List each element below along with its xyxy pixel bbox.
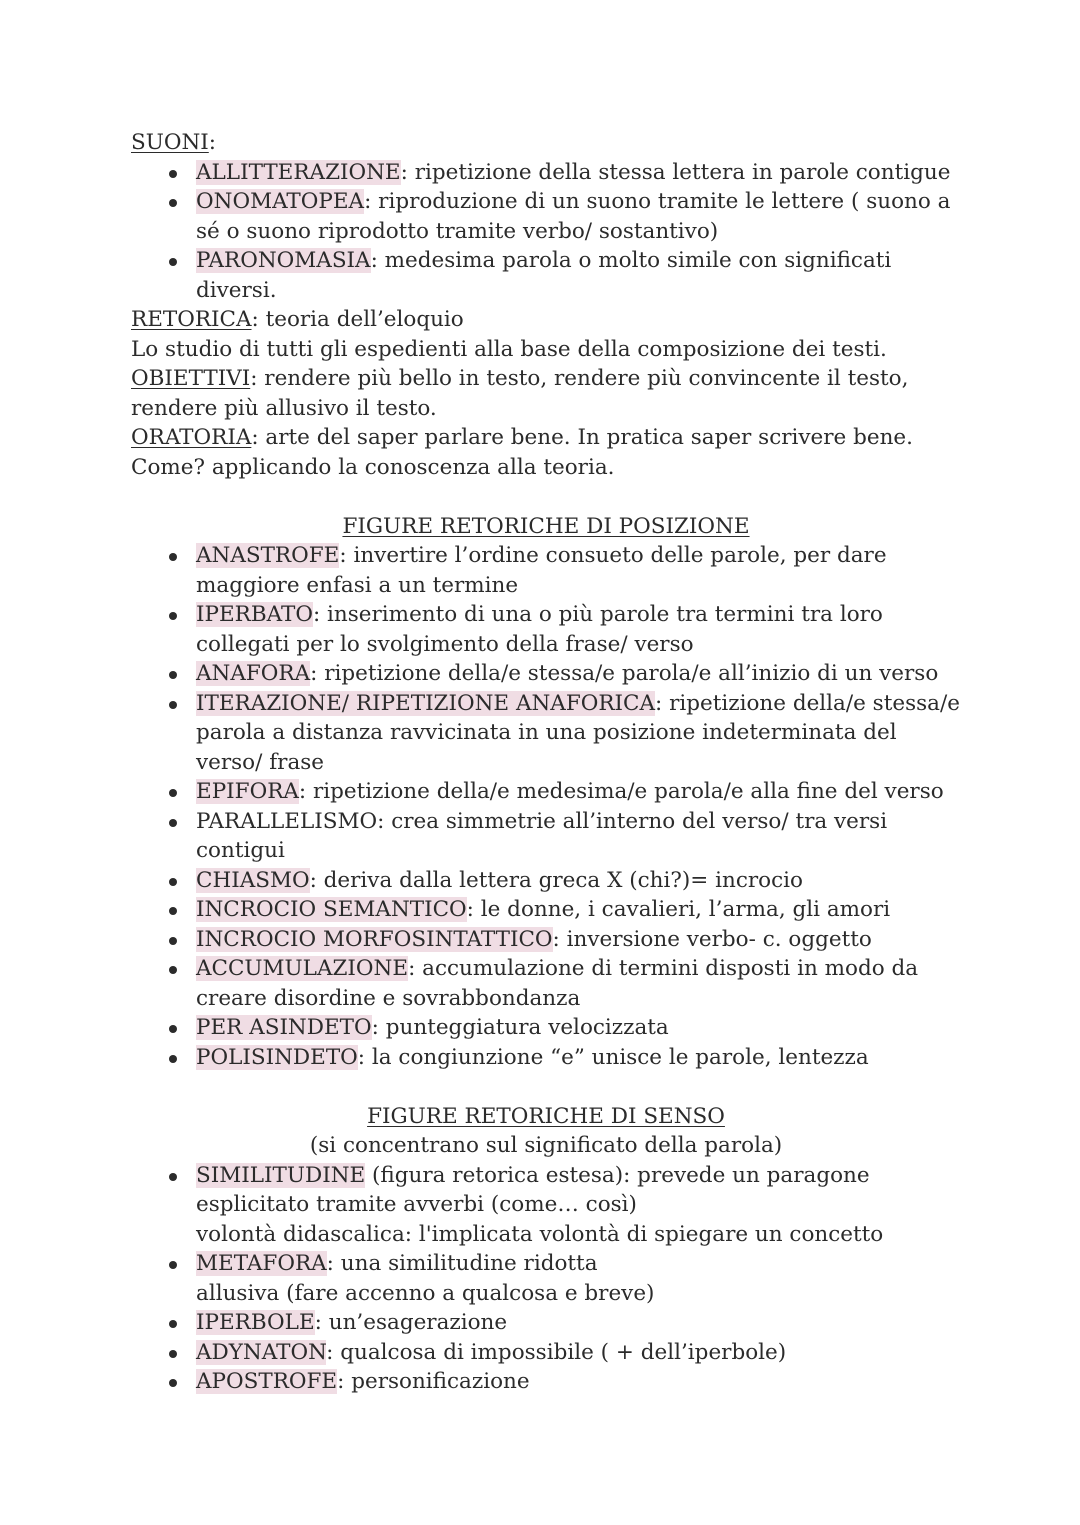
senso-subheading: (si concentrano sul significato della parola)	[309, 1133, 783, 1158]
posizione-list	[131, 541, 961, 1072]
list-item: ANAFORA: ripetizione della/e stessa/e parola/e all’inizio di un verso	[131, 659, 961, 689]
document-page	[131, 128, 961, 1397]
list-item: PARALLELISMO: crea simmetrie all’interno del verso/ tra versi contigui	[131, 807, 961, 866]
oratoria-definition: ORATORIA: arte del saper parlare bene. In pratica saper scrivere bene.	[131, 425, 913, 450]
list-item: ALLITTERAZIONE: ripetizione della stessa lettera in parole contigue	[131, 158, 961, 188]
list-item: INCROCIO SEMANTICO: le donne, i cavalieri, l’arma, gli amori	[131, 895, 961, 925]
spacer	[131, 482, 961, 512]
list-item: ANASTROFE: invertire l’ordine consueto delle parole, per dare maggiore enfasi a un termine	[131, 541, 961, 600]
list-item: CHIASMO: deriva dalla lettera greca X (chi?)= incrocio	[131, 866, 961, 896]
suoni-list	[131, 158, 961, 306]
list-item: IPERBATO: inserimento di una o più parole tra termini tra loro collegati per lo svolgimento della frase/ verso	[131, 600, 961, 659]
list-item: ACCUMULAZIONE: accumulazione di termini disposti in modo da creare disordine e sovrabbondanza	[131, 954, 961, 1013]
bullet-icon	[169, 170, 177, 178]
list-item: ITERAZIONE/ RIPETIZIONE ANAFORICA: ripetizione della/e stessa/e parola a distanza ravvicinata in una posizione indeterminata del verso/ frase	[131, 689, 961, 778]
bullet-icon	[169, 878, 177, 886]
retorica-definition: RETORICA: teoria dell’eloquio	[131, 307, 464, 332]
bullet-icon	[169, 1261, 177, 1269]
oratoria-description: Come? applicando la conoscenza alla teoria.	[131, 454, 615, 480]
list-item: APOSTROFE: personificazione	[131, 1367, 961, 1397]
bullet-icon	[169, 1173, 177, 1181]
list-item: PARONOMASIA: medesima parola o molto simile con significati diversi.	[131, 246, 961, 305]
bullet-icon	[169, 1320, 177, 1328]
bullet-icon	[169, 819, 177, 827]
bullet-icon	[169, 199, 177, 207]
list-item: SIMILITUDINE (figura retorica estesa): prevede un paragone esplicitato tramite avverbi (come… così) volontà didascalica: l'implicata volontà di spiegare un concetto	[131, 1161, 961, 1250]
suoni-heading: SUONI:	[131, 130, 217, 155]
list-item: PER ASINDETO: punteggiatura velocizzata	[131, 1013, 961, 1043]
bullet-icon	[169, 1350, 177, 1358]
list-item: IPERBOLE: un’esagerazione	[131, 1308, 961, 1338]
obiettivi-definition: OBIETTIVI: rendere più bello in testo, rendere più convincente il testo, rendere più allusivo il testo.	[131, 366, 909, 421]
bullet-icon	[169, 966, 177, 974]
list-item: EPIFORA: ripetizione della/e medesima/e parola/e alla fine del verso	[131, 777, 961, 807]
list-item: POLISINDETO: la congiunzione “e” unisce le parole, lentezza	[131, 1043, 961, 1073]
senso-heading: FIGURE RETORICHE DI SENSO	[367, 1103, 725, 1129]
bullet-icon	[169, 553, 177, 561]
bullet-icon	[169, 907, 177, 915]
bullet-icon	[169, 937, 177, 945]
bullet-icon	[169, 258, 177, 266]
senso-list	[131, 1161, 961, 1397]
bullet-icon	[169, 701, 177, 709]
bullet-icon	[169, 1025, 177, 1033]
retorica-description: Lo studio di tutti gli espedienti alla base della composizione dei testi.	[131, 336, 887, 362]
bullet-icon	[169, 612, 177, 620]
list-item: ADYNATON: qualcosa di impossibile ( + dell’iperbole)	[131, 1338, 961, 1368]
list-item: INCROCIO MORFOSINTATTICO: inversione verbo- c. oggetto	[131, 925, 961, 955]
bullet-icon	[169, 671, 177, 679]
spacer	[131, 1072, 961, 1102]
bullet-icon	[169, 1055, 177, 1063]
posizione-heading: FIGURE RETORICHE DI POSIZIONE	[342, 513, 750, 539]
bullet-icon	[169, 1379, 177, 1387]
list-item: METAFORA: una similitudine ridotta allusiva (fare accenno a qualcosa e breve)	[131, 1249, 961, 1308]
bullet-icon	[169, 789, 177, 797]
list-item: ONOMATOPEA: riproduzione di un suono tramite le lettere ( suono a sé o suono riprodotto tramite verbo/ sostantivo)	[131, 187, 961, 246]
